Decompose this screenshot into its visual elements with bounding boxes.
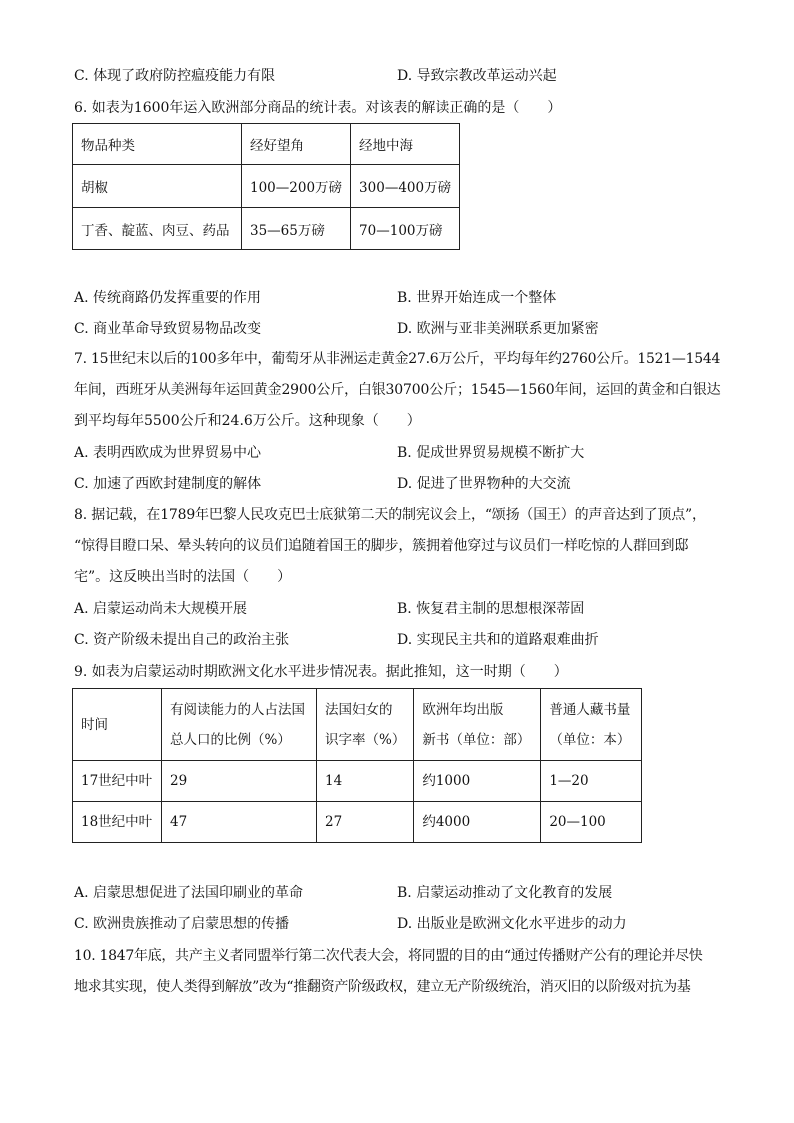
q6-cell: 100—200万磅 — [242, 165, 351, 208]
q6-option-a: A. 传统商路仍发挥重要的作用 — [74, 290, 262, 306]
q7-stem-line-1: 7. 15世纪末以后的100多年中，葡萄牙从非洲运走黄金27.6万公斤，平均每年约2760公斤。1521—1544 — [74, 351, 721, 367]
q9-stem: 9. 如表为启蒙运动时期欧洲文化水平进步情况表。据此推知，这一时期（ ） — [74, 664, 568, 680]
q8-option-b: B. 恢复君主制的思想根深蒂固 — [397, 601, 585, 617]
q9-option-a: A. 启蒙思想促进了法国印刷业的革命 — [74, 885, 304, 901]
q6-stem: 6. 如表为1600年运入欧洲部分商品的统计表。对该表的解读正确的是（ ） — [74, 100, 562, 116]
q7-stem-line-2: 年间，西班牙从美洲每年运回黄金2900公斤，白银30700公斤；1545—1560年间，运回的黄金和白银达 — [74, 382, 721, 398]
q5-option-d: D. 导致宗教改革运动兴起 — [397, 68, 557, 84]
q8-option-d: D. 实现民主共和的道路艰难曲折 — [397, 632, 599, 648]
q6-cell: 35—65万磅 — [242, 208, 351, 250]
q6-cell: 丁香、靛蓝、肉豆、药品 — [73, 208, 242, 250]
q9-cell: 约4000 — [414, 802, 541, 843]
q9-header-line: 有阅读能力的人占法国 — [170, 701, 305, 718]
q5-option-c: C. 体现了政府防控瘟疫能力有限 — [74, 68, 276, 84]
q9-cell: 14 — [317, 761, 414, 802]
q7-option-a: A. 表明西欧成为世界贸易中心 — [74, 445, 262, 461]
q7-option-d: D. 促进了世界物种的大交流 — [397, 476, 571, 492]
q9-header-line: 普通人藏书量 — [549, 701, 631, 718]
q7-option-b: B. 促成世界贸易规模不断扩大 — [397, 445, 585, 461]
q9-cell: 29 — [162, 761, 317, 802]
q10-stem-line-2: 地求其实现，使人类得到解放”改为“推翻资产阶级政权，建立无产阶级统治，消灭旧的以阶级对抗为基 — [74, 979, 691, 995]
q8-stem-line-3: 宅”。这反映出当时的法国（ ） — [74, 569, 292, 585]
q9-header-line: 新书（单位：部） — [422, 731, 531, 748]
q9-header-line: 欧洲年均出版 — [422, 701, 504, 718]
q6-header-cell: 经好望角 — [242, 124, 351, 165]
q9-table — [72, 688, 642, 843]
q9-cell: 20—100 — [541, 802, 642, 843]
q9-header-line: 法国妇女的 — [325, 701, 393, 718]
q9-option-c: C. 欧洲贵族推动了启蒙思想的传播 — [74, 916, 290, 932]
q6-header-cell: 经地中海 — [351, 124, 460, 165]
q7-stem-line-3: 到平均每年5500公斤和24.6万公斤。这种现象（ ） — [74, 413, 421, 429]
q9-option-b: B. 启蒙运动推动了文化教育的发展 — [397, 885, 613, 901]
q8-option-a: A. 启蒙运动尚未大规模开展 — [74, 601, 248, 617]
q6-cell: 胡椒 — [73, 165, 242, 208]
q6-option-c: C. 商业革命导致贸易物品改变 — [74, 321, 262, 337]
q9-header-cell — [414, 689, 541, 761]
q9-header-cell: 时间 — [73, 689, 162, 761]
q9-cell: 47 — [162, 802, 317, 843]
q9-header-cell — [162, 689, 317, 761]
q6-cell: 300—400万磅 — [351, 165, 460, 208]
q8-stem-line-1: 8. 据记载，在1789年巴黎人民攻克巴士底狱第二天的制宪议会上，“颂扬（国王）的声音达到了顶点”， — [74, 507, 706, 523]
q9-header-line: 识字率（%） — [325, 731, 406, 748]
q9-cell: 17世纪中叶 — [73, 761, 162, 802]
q8-stem-line-2: “惊得目瞪口呆、晕头转向的议员们追随着国王的脚步，簇拥着他穿过与议员们一样吃惊的人群回到邸 — [74, 538, 689, 554]
q9-cell: 约1000 — [414, 761, 541, 802]
q9-cell: 27 — [317, 802, 414, 843]
q6-option-d: D. 欧洲与亚非美洲联系更加紧密 — [397, 321, 599, 337]
q6-table — [72, 123, 460, 250]
q6-cell: 70—100万磅 — [351, 208, 460, 250]
q9-cell: 1—20 — [541, 761, 642, 802]
q9-header-cell — [541, 689, 642, 761]
q9-option-d: D. 出版业是欧洲文化水平进步的动力 — [397, 916, 627, 932]
q8-option-c: C. 资产阶级未提出自己的政治主张 — [74, 632, 290, 648]
q9-header-line: （单位：本） — [549, 731, 631, 748]
q9-header-cell — [317, 689, 414, 761]
q7-option-c: C. 加速了西欧封建制度的解体 — [74, 476, 262, 492]
q10-stem-line-1: 10. 1847年底，共产主义者同盟举行第二次代表大会，将同盟的目的由“通过传播财产公有的理论并尽快 — [74, 948, 703, 964]
q9-cell: 18世纪中叶 — [73, 802, 162, 843]
q6-option-b: B. 世界开始连成一个整体 — [397, 290, 557, 306]
q6-header-cell: 物品种类 — [73, 124, 242, 165]
q9-header-line: 总人口的比例（%） — [170, 731, 291, 748]
